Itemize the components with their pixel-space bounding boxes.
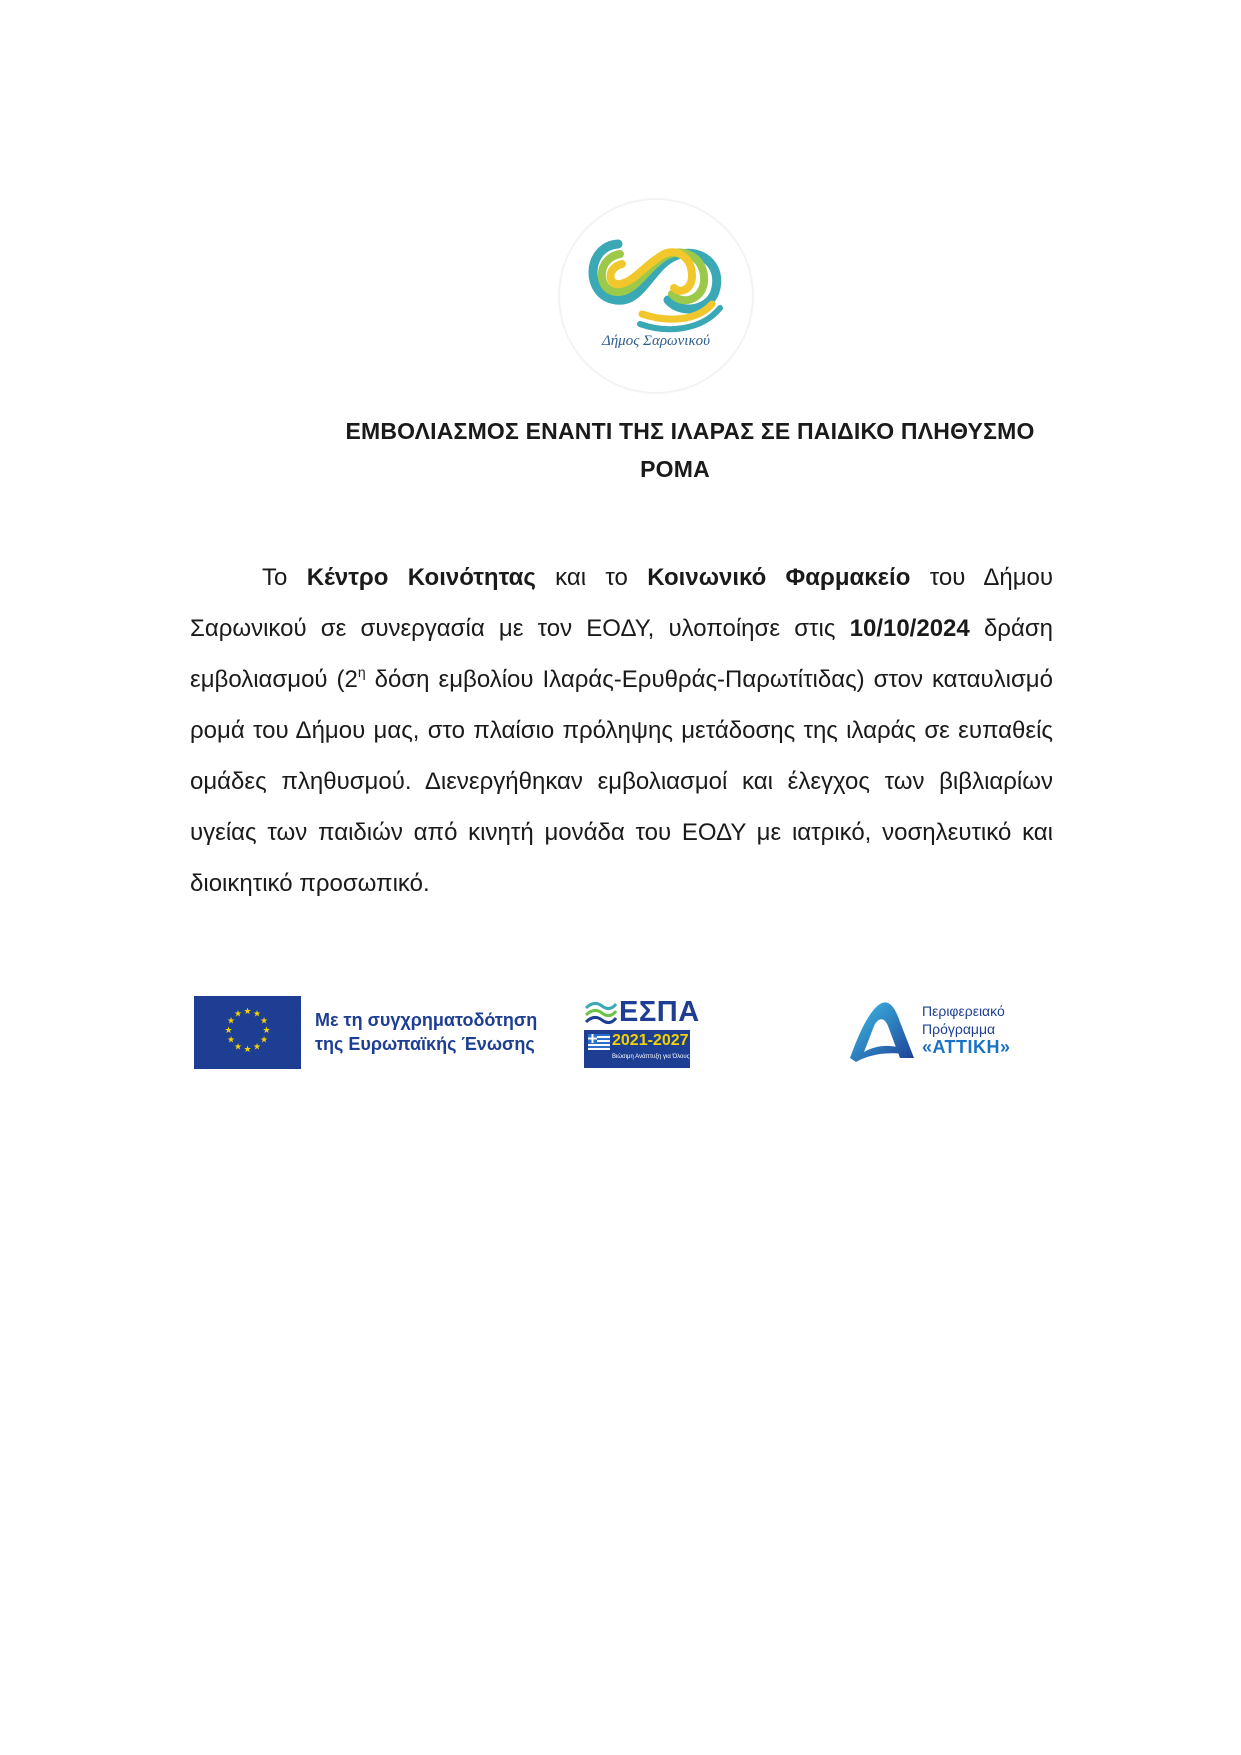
title-line-2: ΡΟΜΑ: [640, 456, 710, 482]
eu-flag-icon: [194, 996, 301, 1069]
svg-text:★: ★: [252, 1009, 262, 1020]
svg-text:★: ★: [243, 1007, 252, 1017]
svg-text:★: ★: [259, 1035, 269, 1046]
eu-text-line-1: Με τη συγχρηματοδότηση: [315, 1010, 538, 1030]
svg-text:★: ★: [233, 1009, 243, 1020]
page-title: [190, 412, 1130, 488]
body-bold-1: Κέντρο Κοινότητας: [306, 564, 536, 591]
body-text-1: Το: [262, 564, 307, 591]
eu-stars-icon: [194, 996, 301, 1069]
logo-caption: Δήμος Σαρωνικού: [601, 333, 711, 349]
espa-years: 2021-2027: [612, 1032, 689, 1049]
svg-text:★: ★: [226, 1016, 236, 1027]
espa-waves-icon: [584, 996, 618, 1030]
body-text-5: δόση εμβολίου Ιλαράς-Ερυθράς-Παρωτίτιδας) στον καταυλισμό ρομά του Δήμου μας, στο πλαίσιο πρόληψης μετάδοσης της ιλαράς σε ευπαθείς ομάδες πληθυσμού. Διενεργήθηκαν εμβολιασμοί και έλεγχος των βιβλιαρίων υγείας των παιδιών από κινητή μονάδα του ΕΟΔΥ με ιατρικό, νοσηλευτικό και διοικητικό προσωπικό.: [190, 666, 1053, 897]
attiki-a-icon: [844, 996, 918, 1070]
body-superscript: η: [357, 664, 366, 680]
espa-title: ΕΣΠΑ: [619, 996, 700, 1028]
body-text-2: και το: [535, 564, 648, 591]
attiki-text-line-1: Περιφερειακό: [922, 1003, 1005, 1019]
svg-text:★: ★: [233, 1042, 243, 1053]
title-line-1: ΕΜΒΟΛΙΑΣΜΟΣ ΕΝΑΝΤΙ ΤΗΣ ΙΛΑΡΑΣ ΣΕ ΠΑΙΔΙΚΟ ΠΛΗΘΥΣΜΟ: [345, 418, 1035, 444]
body-text-4: δράση εμβολιασμού (2: [190, 615, 1053, 693]
dimos-saronikou-logo-icon: [556, 196, 756, 396]
funding-logos: [194, 996, 1054, 1076]
svg-text:★: ★: [259, 1016, 269, 1027]
body-paragraph: [190, 552, 1053, 909]
espa-logo: [584, 996, 700, 1068]
eu-text-line-2: της Ευρωπαϊκής Ένωσης: [315, 1034, 535, 1054]
svg-text:★: ★: [224, 1026, 233, 1036]
attiki-program-text: [922, 1002, 1062, 1056]
attiki-program-logo: [844, 996, 918, 1070]
body-text-3: του Δήμου Σαρωνικού σε συνεργασία με τον ΕΟΔΥ, υλοποίησε στις: [190, 564, 1054, 642]
dimos-saronikou-logo: [556, 196, 756, 396]
attiki-text-line-3: «ΑΤΤΙΚΗ»: [922, 1037, 1011, 1057]
svg-text:★: ★: [226, 1035, 236, 1046]
body-bold-2: Κοινωνικό Φαρμακείο: [647, 564, 911, 591]
eu-cofunding-text: [315, 1008, 555, 1056]
svg-text:★: ★: [262, 1026, 271, 1036]
espa-motto: Βιώσιμη Ανάπτυξη για Όλους: [612, 1054, 690, 1060]
greece-flag-icon: [588, 1034, 610, 1050]
body-bold-date: 10/10/2024: [849, 615, 970, 642]
svg-text:★: ★: [252, 1042, 262, 1053]
attiki-text-line-2: Πρόγραμμα: [922, 1021, 996, 1037]
svg-text:★: ★: [243, 1045, 252, 1055]
